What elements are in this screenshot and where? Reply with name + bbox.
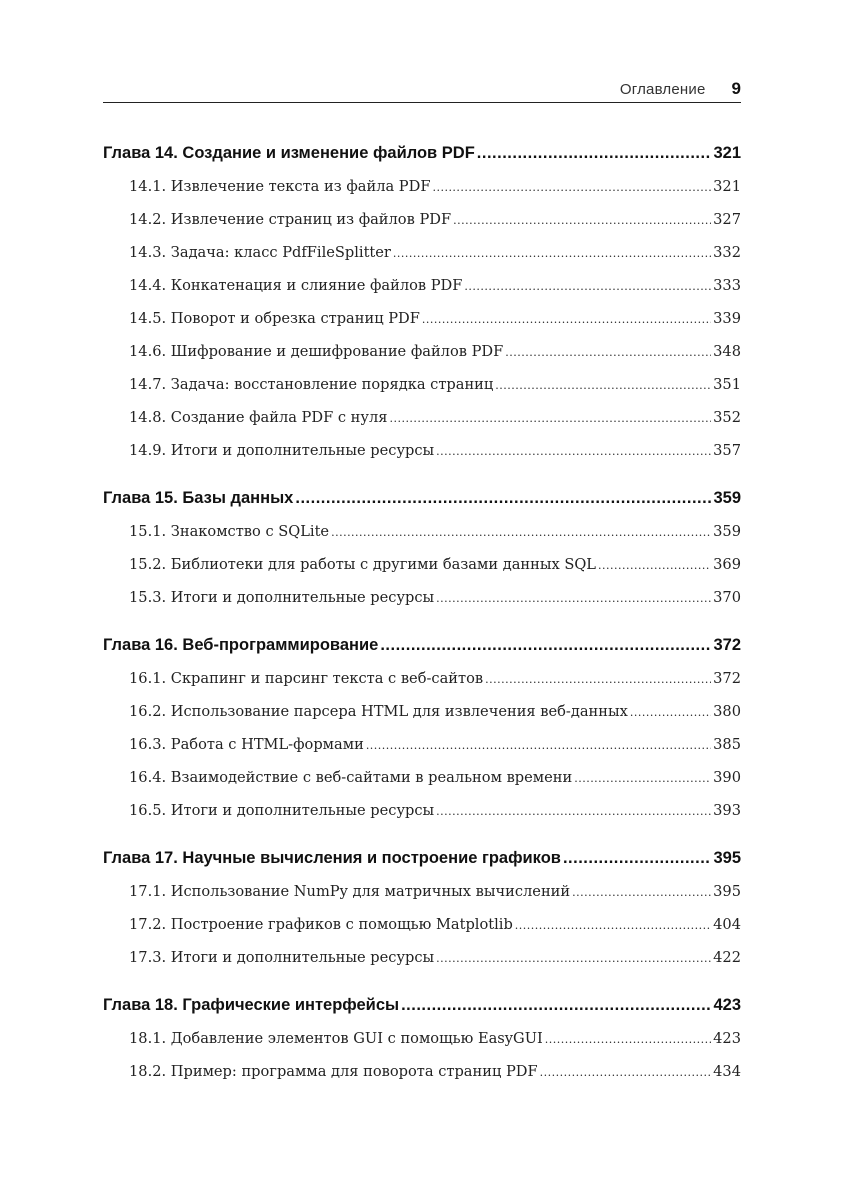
section-entry[interactable] [103,794,741,827]
section-title: 17.2. Построение графиков с помощью Matplotlib [129,916,513,933]
section-title: 16.5. Итоги и дополнительные ресурсы [129,802,435,819]
section-title: 15.1. Знакомство с SQLite [129,523,330,540]
section-title: 14.6. Шифрование и дешифрование файлов PDF [129,343,504,360]
dot-leader [432,171,711,204]
chapter-title: Глава 15. Базы данных [103,489,294,507]
dot-leader [540,1056,712,1089]
section-entry[interactable] [103,1055,741,1088]
chapter-spacer [103,614,741,628]
dot-leader [389,402,711,435]
section-title: 14.9. Итоги и дополнительные ресурсы [129,442,435,459]
section-entry[interactable] [103,941,741,974]
dot-leader [436,582,711,615]
dot-leader [436,942,711,975]
section-page: 339 [713,310,741,327]
section-page: 321 [713,178,741,195]
running-header [103,76,741,103]
chapter-entry[interactable] [103,136,741,170]
section-page: 422 [713,949,741,966]
section-page: 359 [713,523,741,540]
dot-leader [393,237,711,270]
dot-leader [380,628,711,662]
section-title: 17.3. Итоги и дополнительные ресурсы [129,949,435,966]
section-title: 14.5. Поворот и обрезка страниц PDF [129,310,420,327]
page-number: 9 [731,79,741,98]
section-page: 348 [713,343,741,360]
section-title: 14.2. Извлечение страниц из файлов PDF [129,211,452,228]
table-of-contents [103,136,741,1088]
section-page: 351 [713,376,741,393]
chapter-page: 359 [713,489,741,507]
section-page: 393 [713,802,741,819]
dot-leader [436,435,711,468]
dot-leader [574,762,711,795]
section-entry[interactable] [103,515,741,548]
section-title: 16.3. Работа с HTML-формами [129,736,364,753]
section-entry[interactable] [103,761,741,794]
section-title: 16.4. Взаимодействие с веб-сайтами в реальном времени [129,769,573,786]
section-title: 14.8. Создание файла PDF с нуля [129,409,388,426]
section-entry[interactable] [103,728,741,761]
section-page: 357 [713,442,741,459]
section-title: 17.1. Использование NumPy для матричных вычислений [129,883,571,900]
section-entry[interactable] [103,875,741,908]
dot-leader [495,369,711,402]
chapter-page: 321 [713,144,741,162]
chapter-entry[interactable] [103,628,741,662]
chapter-entry[interactable] [103,988,741,1022]
section-entry[interactable] [103,368,741,401]
section-title: 18.1. Добавление элементов GUI с помощью EasyGUI [129,1030,543,1047]
chapter-18 [103,988,741,1088]
dot-leader [477,136,712,170]
section-page: 390 [713,769,741,786]
dot-leader [436,795,711,828]
section-title: 16.2. Использование парсера HTML для извлечения веб-данных [129,703,628,720]
section-title: 14.4. Конкатенация и слияние файлов PDF [129,277,463,294]
section-entry[interactable] [103,434,741,467]
chapter-title: Глава 18. Графические интерфейсы [103,996,400,1014]
section-page: 332 [713,244,741,261]
section-page: 380 [713,703,741,720]
section-entry[interactable] [103,236,741,269]
dot-leader [563,841,712,875]
section-page: 327 [713,211,741,228]
section-page: 372 [713,670,741,687]
section-entry[interactable] [103,1022,741,1055]
chapter-entry[interactable] [103,481,741,515]
chapter-title: Глава 17. Научные вычисления и построение графиков [103,849,561,867]
chapter-page: 372 [713,636,741,654]
section-entry[interactable] [103,335,741,368]
section-page: 423 [713,1030,741,1047]
chapter-spacer [103,974,741,988]
chapter-title: Глава 16. Веб-программирование [103,636,379,654]
dot-leader [331,516,711,549]
dot-leader [545,1023,711,1056]
section-title: 15.2. Библиотеки для работы с другими базами данных SQL [129,556,596,573]
chapter-14 [103,136,741,467]
dot-leader [572,876,711,909]
section-entry[interactable] [103,203,741,236]
section-page: 395 [713,883,741,900]
section-entry[interactable] [103,662,741,695]
dot-leader [505,336,711,369]
chapter-17 [103,841,741,974]
section-title: 18.2. Пример: программа для поворота страниц PDF [129,1063,538,1080]
running-title: Оглавление [619,80,706,98]
dot-leader [515,909,711,942]
section-entry[interactable] [103,170,741,203]
dot-leader [422,303,711,336]
section-page: 369 [713,556,741,573]
chapter-page: 395 [713,849,741,867]
chapter-entry[interactable] [103,841,741,875]
chapter-spacer [103,827,741,841]
section-entry[interactable] [103,908,741,941]
dot-leader [401,988,711,1022]
section-title: 14.1. Извлечение текста из файла PDF [129,178,431,195]
section-page: 434 [713,1063,741,1080]
chapter-16 [103,628,741,827]
dot-leader [453,204,711,237]
section-entry[interactable] [103,401,741,434]
dot-leader [295,481,711,515]
section-title: 14.7. Задача: восстановление порядка страниц [129,376,494,393]
section-entry[interactable] [103,695,741,728]
dot-leader [630,696,711,729]
section-entry[interactable] [103,302,741,335]
section-entry[interactable] [103,269,741,302]
section-title: 16.1. Скрапинг и парсинг текста с веб-сайтов [129,670,484,687]
section-title: 14.3. Задача: класс PdfFileSplitter [129,244,391,261]
section-page: 370 [713,589,741,606]
chapter-15 [103,481,741,614]
dot-leader [366,729,711,762]
chapter-page: 423 [713,996,741,1014]
dot-leader [485,663,711,696]
dot-leader [598,549,711,582]
section-entry[interactable] [103,581,741,614]
section-title: 15.3. Итоги и дополнительные ресурсы [129,589,435,606]
section-page: 333 [713,277,741,294]
section-entry[interactable] [103,548,741,581]
dot-leader [464,270,711,303]
chapter-spacer [103,467,741,481]
chapter-title: Глава 14. Создание и изменение файлов PDF [103,144,475,162]
section-page: 352 [713,409,741,426]
section-page: 385 [713,736,741,753]
section-page: 404 [713,916,741,933]
